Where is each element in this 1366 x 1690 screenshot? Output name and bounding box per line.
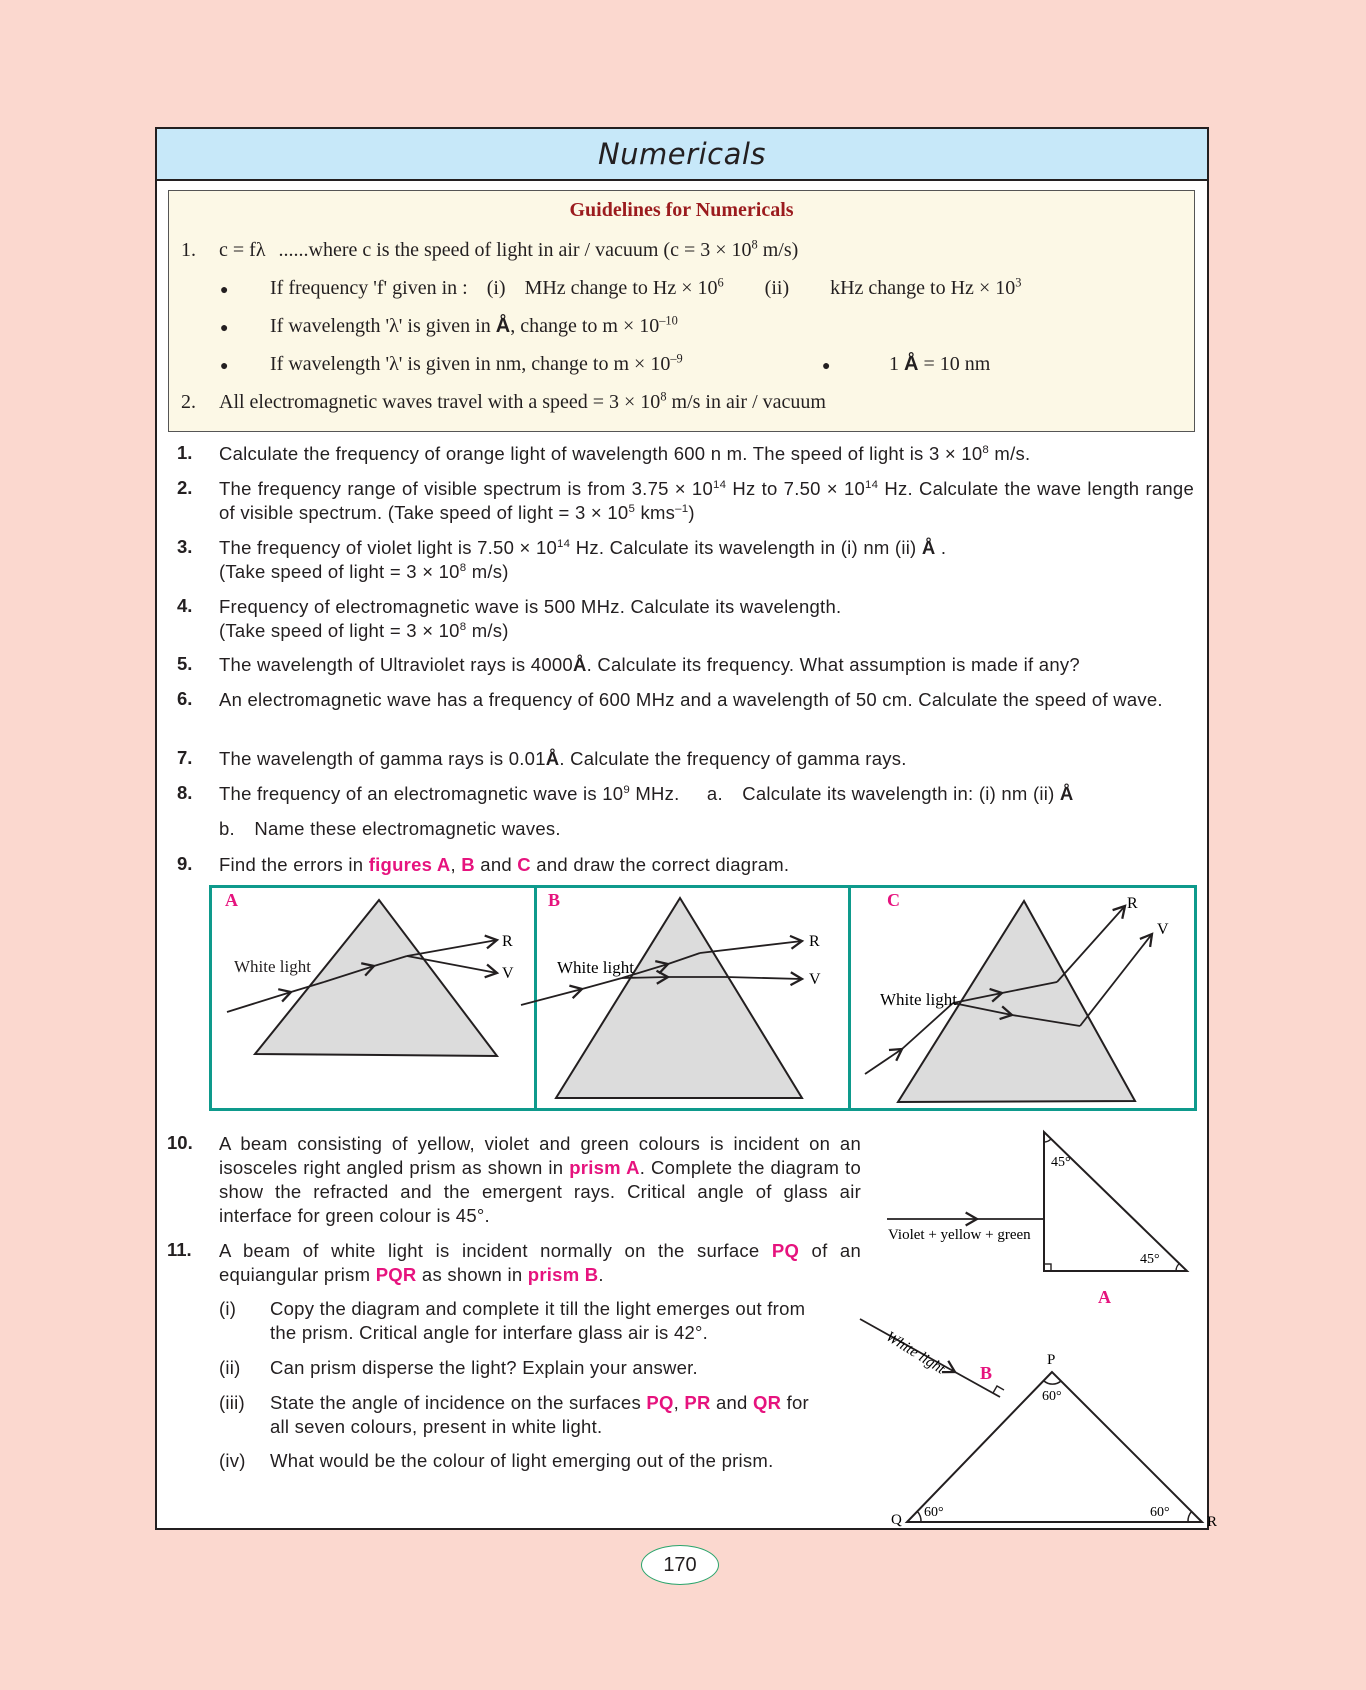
sub-question-label: (i) — [219, 1298, 237, 1319]
question-7: The wavelength of gamma rays is 0.01Å. Calculate the frequency of gamma rays. — [219, 748, 907, 769]
angle-arc — [917, 1511, 921, 1522]
guideline-1: 1. c = fλ ......where c is the speed of light in air / vacuum ($c = 3 \times 10^8$ m/s) — [181, 237, 799, 261]
question-number: 10. — [167, 1132, 193, 1153]
bullet-icon: ● — [220, 321, 229, 336]
red-ray — [1057, 906, 1125, 982]
question-number: 6. — [177, 688, 193, 709]
angle-arc — [1044, 1139, 1051, 1142]
vertex-q-label: Q — [891, 1512, 902, 1528]
page-title: Numericals — [597, 137, 767, 171]
incident-ray — [227, 992, 291, 1012]
figure-drawings — [212, 888, 1194, 1108]
white-light-label: White light — [234, 957, 311, 976]
figure-a-label: A — [225, 890, 238, 910]
prism-a-triangle — [1044, 1132, 1187, 1271]
angle-r-label: 60° — [1150, 1505, 1170, 1520]
angle-q-label: 60° — [924, 1505, 944, 1520]
r-label: R — [1127, 895, 1138, 912]
angle-bottom-label: 45° — [1140, 1252, 1160, 1267]
question-5: The wavelength of Ultraviolet rays is 4000Å. Calculate its frequency. What assumption is made if any? — [219, 654, 1080, 675]
red-ray — [700, 941, 802, 953]
v-label: V — [809, 971, 821, 988]
sub-question-label: (ii) — [219, 1357, 241, 1378]
question-10: A beam consisting of yellow, violet and green colours is incident on an isosceles right angled prism as shown in prism A. Complete the diagram to show the refracted and the emergent rays. Critical angle of glass air interface for green colour is 45°. — [219, 1133, 861, 1226]
question-6: An electromagnetic wave has a frequency of 600 MHz and a wavelength of 50 cm. Calculate the speed of wave. — [219, 689, 1163, 710]
sub-question-iii: State the angle of incidence on the surfaces PQ, PR and QR for all seven colours, present in white light. — [270, 1392, 809, 1437]
angle-arc — [1188, 1511, 1192, 1522]
prism-a-label: A — [1098, 1287, 1111, 1307]
guideline-bullet-angstrom: ● If wavelength 'λ' is given in Å, change to $m \times 10^{-10}$ — [220, 313, 678, 337]
question-8: The frequency of an electromagnetic wave is $10^9$ MHz. a. Calculate its wavelength in: (i) nm (ii) Å — [219, 783, 1074, 804]
question-number: 1. — [177, 442, 193, 463]
bullet-icon: ● — [822, 359, 831, 374]
sub-question-i: Copy the diagram and complete it till the light emerges out from the prism. Critical angle for interfare glass air is 42°. — [270, 1298, 806, 1343]
figure-c — [865, 890, 1169, 1102]
angle-p-label: 60° — [1042, 1389, 1062, 1404]
red-ray — [407, 940, 497, 956]
page-number: 170 — [641, 1545, 719, 1585]
violet-ray — [1080, 934, 1152, 1026]
v-label: V — [502, 965, 514, 982]
r-label: R — [809, 933, 820, 950]
sub-question-label: (iv) — [219, 1450, 246, 1471]
bullet-icon: ● — [220, 283, 229, 298]
question-number: 11. — [167, 1239, 192, 1260]
guideline-2: 2. All electromagnetic waves travel with a speed = $3 \times 10^8$ m/s in air / vacuum — [181, 389, 826, 413]
white-light-label: White light — [882, 1328, 948, 1378]
prism-b-shape — [556, 898, 802, 1098]
figure-a — [225, 890, 514, 1056]
white-light-label: White light — [557, 958, 634, 977]
question-number: 5. — [177, 653, 193, 674]
violet-ray — [726, 977, 802, 979]
figure-c-label: C — [887, 890, 900, 910]
white-light-label: White light — [880, 990, 957, 1009]
question-number: 7. — [177, 747, 193, 768]
question-11: A beam of white light is incident normally on the surface PQ of an equiangular prism PQR as shown in prism B. — [219, 1240, 862, 1285]
v-label: V — [1157, 921, 1169, 938]
prism-b-label: B — [980, 1363, 993, 1383]
ray-segment — [582, 978, 622, 989]
numericals-panel — [155, 127, 1218, 1530]
r-label: R — [502, 933, 513, 950]
question-3: The frequency of violet light is $7.50 \times 10^{14}$ Hz. Calculate its wavelength in (i) nm (ii) Å . (Take speed of light = $3 \times 10^8$ m/s) — [219, 537, 947, 582]
figure-panel — [209, 885, 1197, 1111]
figure-b — [521, 890, 821, 1098]
right-angle-mark — [1044, 1264, 1051, 1271]
vertex-r-label: R — [1207, 1514, 1218, 1530]
refracted-ray-violet — [622, 977, 668, 978]
angle-top-label: 45° — [1051, 1155, 1071, 1170]
beam-label: Violet + yellow + green — [888, 1227, 1031, 1243]
question-number: 8. — [177, 782, 193, 803]
bullet-icon: ● — [220, 359, 229, 374]
question-number: 3. — [177, 536, 193, 557]
prism-diagrams — [767, 1114, 1218, 1534]
prism-a-shape — [255, 900, 497, 1056]
angle-arc — [1176, 1263, 1180, 1271]
incident-ray — [521, 989, 582, 1005]
angle-arc — [1044, 1381, 1061, 1384]
question-8b: b. Name these electromagnetic waves. — [219, 818, 561, 839]
vertex-p-label: P — [1047, 1352, 1056, 1368]
title-bar — [157, 129, 1207, 181]
figure-b-label: B — [548, 890, 561, 910]
prism-b — [860, 1319, 1217, 1530]
normal-mark — [993, 1386, 1004, 1393]
sub-question-iv: What would be the colour of light emerging out of the prism. — [270, 1450, 774, 1471]
question-9: Find the errors in figures A, B and C and draw the correct diagram. — [219, 854, 790, 875]
guidelines-box — [168, 190, 1195, 432]
guideline-bullet-frequency: ● If frequency 'f' given in : (i) MHz change to $Hz \times 10^6$ (ii) kHz change to $Hz \times 10^3$ — [220, 275, 1022, 299]
guidelines-title: Guidelines for Numericals — [569, 199, 794, 221]
question-2: The frequency range of visible spectrum is from $3.75 \times 10^{14}$ Hz to $7.50 \times 10^{14}$ Hz. Calculate the wave length range of visible spectrum. (Take speed of light = $3 \times 10^5$ kms$^{-1}$) — [219, 478, 1195, 523]
question-4: Frequency of electromagnetic wave is 500 MHz. Calculate its wavelength. (Take speed of light = $3 \times 10^8$ m/s) — [219, 596, 842, 641]
question-1: Calculate the frequency of orange light of wavelength 600 n m. The speed of light is $3 \times 10^8$ m/s. — [219, 443, 1031, 464]
sub-question-ii: Can prism disperse the light? Explain your answer. — [270, 1357, 698, 1378]
prism-a — [887, 1132, 1187, 1307]
guideline-bullet-conversion: ● 1 Å = 10 nm — [822, 353, 991, 375]
question-number: 4. — [177, 595, 193, 616]
incident-ray — [865, 1049, 902, 1074]
guideline-bullet-nm: ● If wavelength 'λ' is given in nm, change to $m \times 10^{-9}$ — [220, 351, 683, 375]
question-number: 9. — [177, 853, 193, 874]
sub-question-label: (iii) — [219, 1392, 245, 1413]
question-number: 2. — [177, 477, 193, 498]
ray-segment — [955, 1372, 1000, 1397]
